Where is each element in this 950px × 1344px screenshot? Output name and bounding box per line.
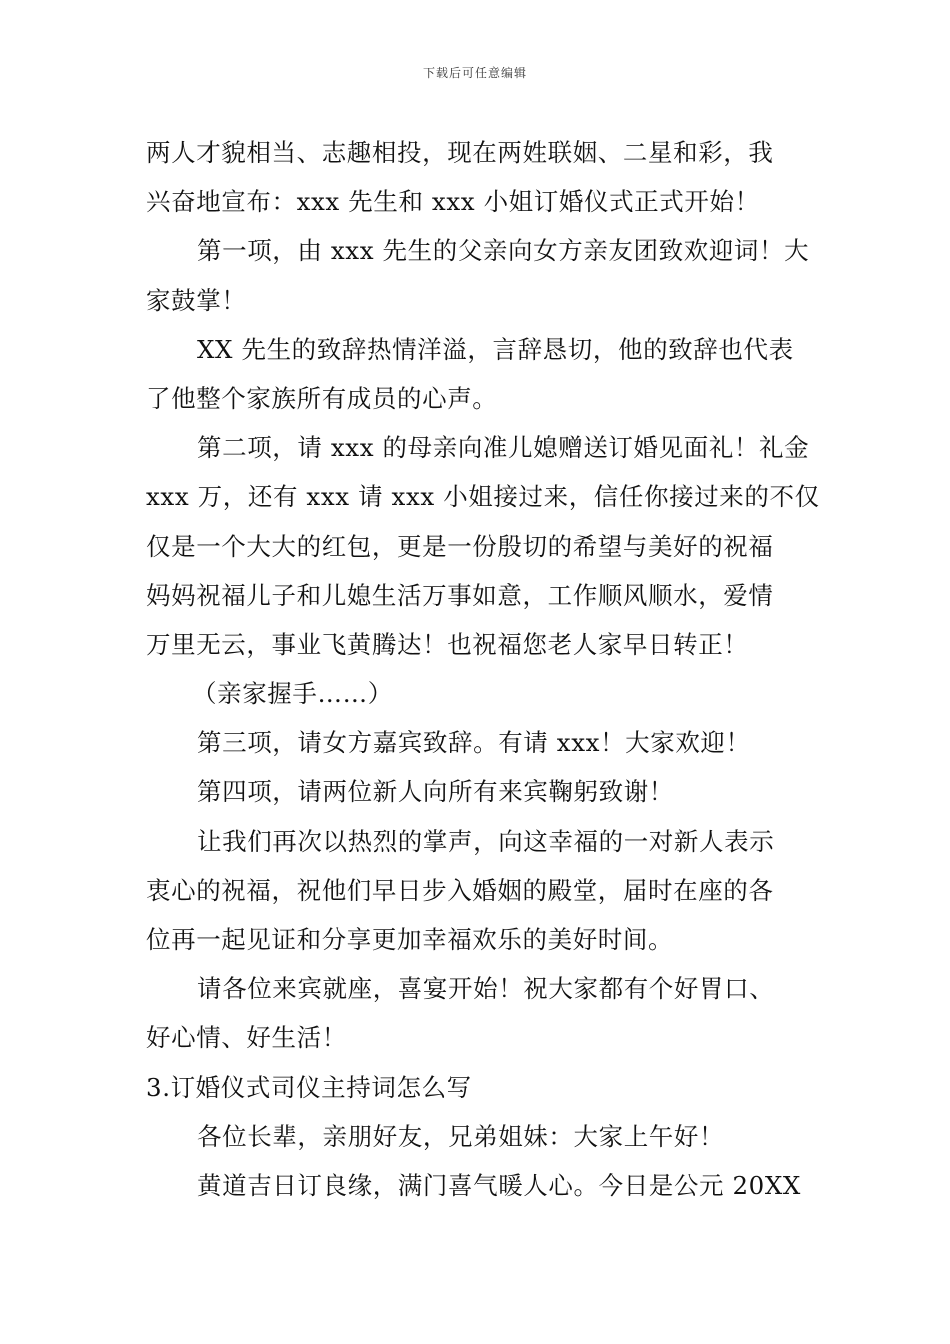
text-line: 第一项，由 xxx 先生的父亲向女方亲友团致欢迎词！大: [197, 236, 810, 266]
text-line: 两人才貌相当、志趣相投，现在两姓联姻、二星和彩，我: [146, 138, 774, 167]
text-line: 仅是一个大大的红包，更是一份殷切的希望与美好的祝福: [146, 531, 774, 561]
text-line: 各位长辈，亲朋好友，兄弟姐妹：大家上午好！: [197, 1121, 725, 1151]
text-line: XX 先生的致辞热情洋溢，言辞恳切，他的致辞也代表: [197, 334, 794, 364]
text-line: （亲家握手……）: [192, 679, 393, 709]
section-heading: 3.订婚仪式司仪主持词怎么写: [146, 1072, 472, 1102]
text-line: 第二项，请 xxx 的母亲向准儿媳赠送订婚见面礼！礼金: [197, 433, 810, 463]
text-line: 位再一起见证和分享更加幸福欢乐的美好时间。: [146, 925, 674, 954]
text-line: 万里无云，事业飞黄腾达！也祝福您老人家早日转正！: [146, 629, 749, 659]
text-line: 衷心的祝福，祝他们早日步入婚姻的殿堂，届时在座的各: [146, 875, 774, 905]
text-line: 家鼓掌！: [146, 285, 247, 315]
text-line: 第三项，请女方嘉宾致辞。有请 xxx！大家欢迎！: [197, 728, 751, 758]
text-line: 了他整个家族所有成员的心声。: [146, 383, 498, 413]
text-line: 黄道吉日订良缘，满门喜气暖人心。今日是公元 20XX: [197, 1170, 801, 1200]
document-body: [146, 128, 820, 1210]
text-line: 兴奋地宣布：xxx 先生和 xxx 小姐订婚仪式正式开始！: [146, 187, 760, 217]
page-header-note: 下载后可任意编辑: [422, 66, 527, 80]
text-line: 请各位来宾就座，喜宴开始！祝大家都有个好胃口、: [197, 974, 775, 1004]
text-line: 第四项，请两位新人向所有来宾鞠躬致谢！: [197, 777, 674, 807]
text-line: xxx 万，还有 xxx 请 xxx 小姐接过来，信任你接过来的不仅: [146, 482, 820, 512]
text-line: 让我们再次以热烈的掌声，向这幸福的一对新人表示: [197, 826, 775, 856]
text-line: 好心情、好生活！: [146, 1023, 347, 1053]
text-line: 妈妈祝福儿子和儿媳生活万事如意，工作顺风顺水，爱情: [146, 580, 774, 610]
